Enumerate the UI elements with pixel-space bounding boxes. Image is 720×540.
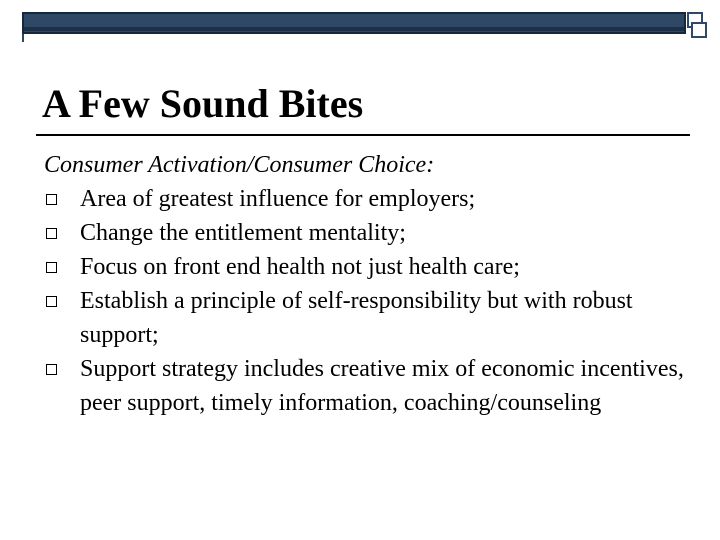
square-bullet-icon <box>46 364 57 375</box>
bullet-item <box>44 284 684 352</box>
bullet-item <box>44 352 684 420</box>
decorative-left-line <box>22 34 24 42</box>
bullet-item <box>44 182 684 216</box>
bullet-text: Area of greatest influence for employers; <box>80 186 476 212</box>
square-bullet-icon <box>46 228 57 239</box>
square-bullet-icon <box>46 194 57 205</box>
decorative-square-2 <box>691 22 707 38</box>
bullet-text: Focus on front end health not just health care; <box>80 254 520 280</box>
title-divider <box>36 134 690 136</box>
bullet-item <box>44 216 684 250</box>
header-bar <box>22 12 686 34</box>
bullet-text: Change the entitlement mentality; <box>80 220 406 246</box>
slide-content <box>44 148 684 420</box>
header-bar-stripe <box>24 27 684 31</box>
slide-title: A Few Sound Bites <box>42 81 364 126</box>
bullet-list <box>44 182 684 420</box>
section-subheading: Consumer Activation/Consumer Choice: <box>44 152 435 178</box>
bullet-text: Support strategy includes creative mix of economic incentives, peer support, timely information, coaching/counseling <box>80 356 684 416</box>
bullet-item <box>44 250 684 284</box>
bullet-text: Establish a principle of self-responsibility but with robust support; <box>80 288 633 348</box>
square-bullet-icon <box>46 296 57 307</box>
decorative-squares <box>686 12 708 40</box>
square-bullet-icon <box>46 262 57 273</box>
